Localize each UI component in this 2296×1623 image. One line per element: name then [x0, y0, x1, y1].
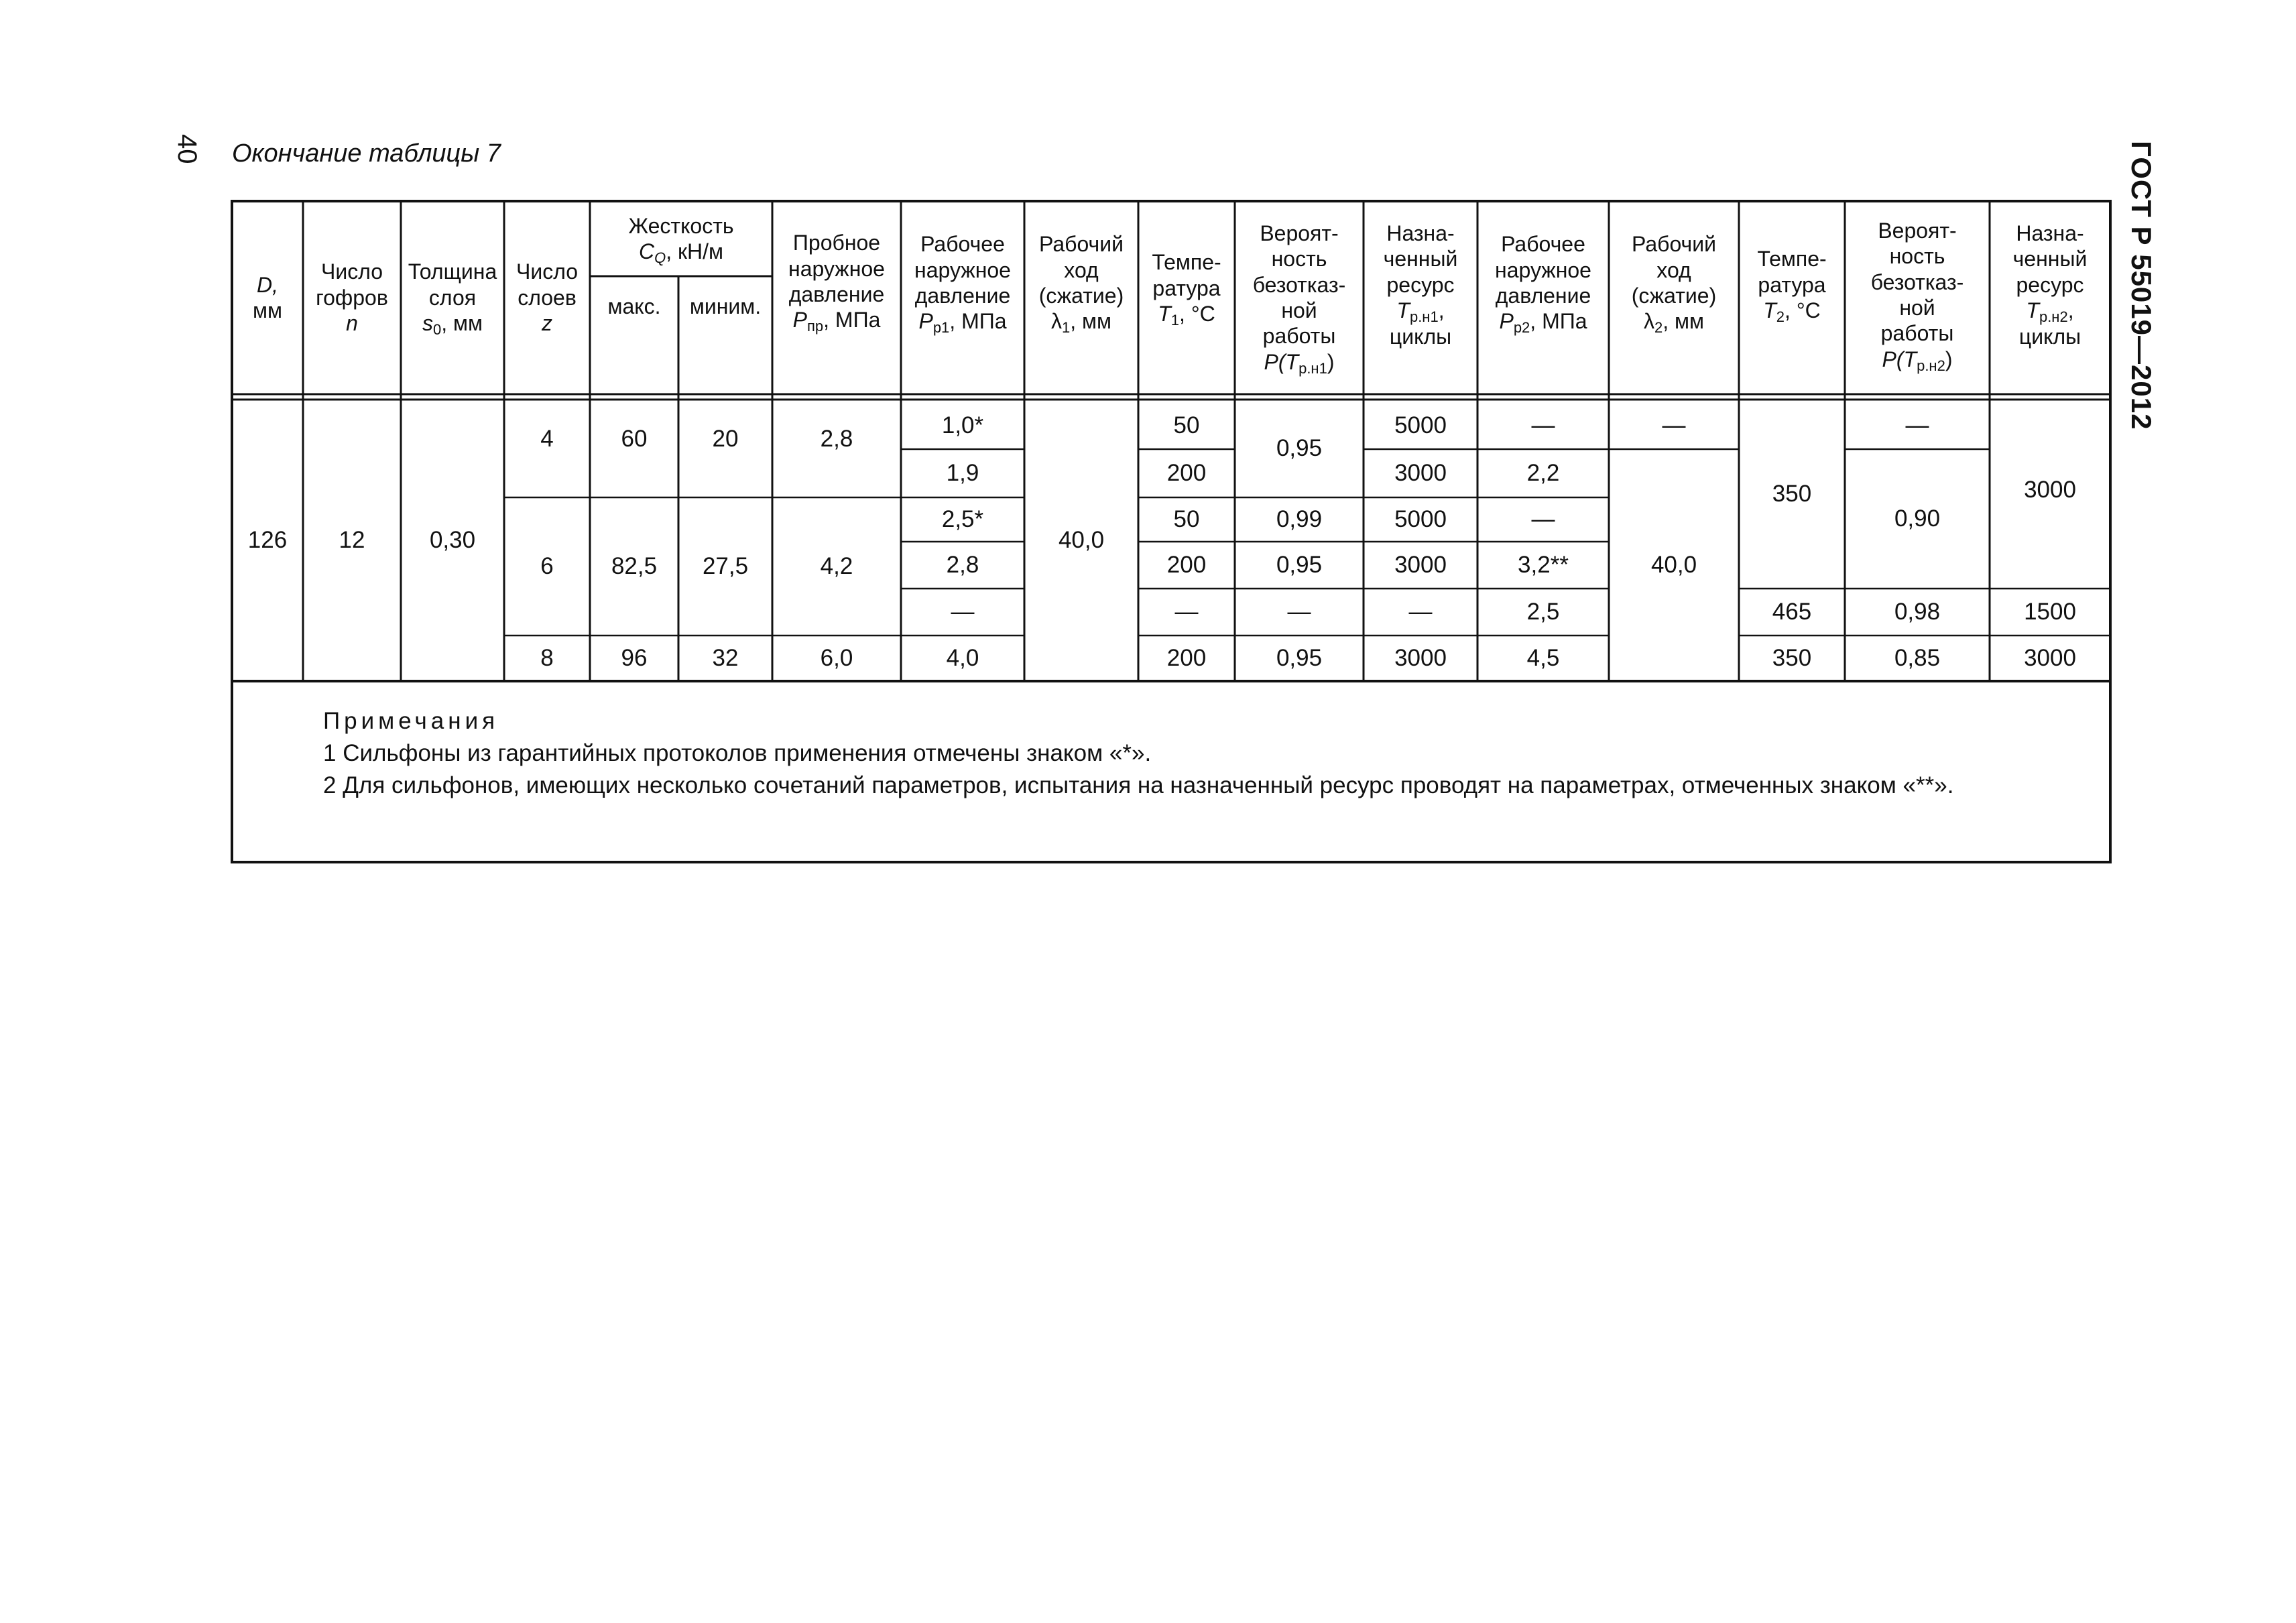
cell-probability-1: 0,99	[1276, 505, 1323, 532]
header-diameter: D, мм	[253, 272, 282, 322]
cell-stiffness-min: 20	[712, 425, 739, 452]
cell-work-pressure-1: 1,9	[946, 459, 979, 486]
cell-temperature-1: 50	[1173, 412, 1200, 438]
table-notes	[253, 705, 2063, 802]
cell-temperature-2: 465	[1772, 598, 1812, 625]
cell-thickness: 0,30	[429, 526, 476, 553]
header-stiffness: Жесткость $C_Q$, кН/м	[628, 213, 734, 266]
header-layers: Число слоев z	[516, 259, 579, 336]
cell-layers: 6	[540, 552, 554, 579]
cell-resource-1: —	[1408, 598, 1433, 625]
header-stroke-1: Рабочий ход (сжатие) $\lambda_1$, мм	[1038, 232, 1124, 337]
cell-work-pressure-1: —	[951, 598, 975, 625]
cell-stiffness-min: 27,5	[702, 552, 749, 579]
header-stiffness-min: миним.	[689, 294, 762, 318]
cell-diameter: 126	[247, 526, 288, 553]
cell-resource-1: 3000	[1394, 551, 1447, 578]
cell-probability-1: —	[1287, 598, 1311, 625]
standard-code: ГОСТ Р 55019—2012	[2126, 141, 2157, 430]
note-1: 1 Сильфоны из гарантийных протоколов применения отмечены знаком «*».	[323, 740, 1152, 766]
cell-resource-1: 5000	[1394, 412, 1447, 438]
cell-temperature-2: 350	[1772, 480, 1812, 507]
cell-resource-1: 3000	[1394, 459, 1447, 486]
cell-layers: 4	[540, 425, 554, 452]
cell-work-pressure-2: —	[1531, 412, 1555, 438]
header-resource-2: Назна- ченный ресурс $T_{р.н2}$, циклы	[2012, 221, 2088, 349]
cell-test-pressure: 6,0	[820, 644, 853, 671]
cell-temperature-1: 200	[1166, 551, 1207, 578]
cell-resource-1: 3000	[1394, 644, 1447, 671]
header-probability-2: Вероят- ность безотказ- ной работы $P(T_{р.н2})$	[1870, 218, 1964, 374]
cell-probability-2: 0,90	[1894, 505, 1941, 532]
table-caption: Окончание таблицы 7	[232, 139, 501, 168]
header-stroke-2: Рабочий ход (сжатие) $\lambda_2$, мм	[1631, 232, 1717, 337]
cell-resource-2: 3000	[2024, 644, 2076, 671]
notes-title: Примечания	[323, 708, 499, 734]
cell-probability-2: —	[1905, 412, 1929, 438]
cell-resource-2: 3000	[2024, 476, 2076, 503]
cell-probability-1: 0,95	[1276, 551, 1323, 578]
cell-stroke-1: 40,0	[1058, 526, 1105, 553]
cell-stiffness-max: 60	[621, 425, 648, 452]
cell-stiffness-max: 96	[621, 644, 648, 671]
header-corrugations: Число гофров n	[316, 259, 388, 336]
cell-stroke-2: 40,0	[1650, 551, 1697, 578]
cell-work-pressure-1: 2,5*	[941, 505, 984, 532]
cell-probability-1: 0,95	[1276, 434, 1323, 461]
header-work-pressure-2: Рабочее наружное давление $P_{р2}$, МПа	[1495, 232, 1591, 337]
cell-temperature-1: 200	[1166, 459, 1207, 486]
cell-temperature-1: 200	[1166, 644, 1207, 671]
note-2: 2 Для сильфонов, имеющих несколько сочетаний параметров, испытания на назначенный ресурс проводят на параметрах, отмеченных знаком «**».	[323, 772, 1954, 798]
header-layer-thickness: Толщина слоя $s_0$, мм	[408, 259, 497, 339]
cell-work-pressure-1: 4,0	[946, 644, 979, 671]
cell-probability-2: 0,98	[1894, 598, 1941, 625]
cell-work-pressure-2: 4,5	[1526, 644, 1560, 671]
header-probability-1: Вероят- ность безотказ- ной работы $P(T_{р.н1})$	[1252, 221, 1346, 377]
cell-work-pressure-2: —	[1531, 505, 1555, 532]
cell-temperature-2: 350	[1772, 644, 1812, 671]
cell-probability-2: 0,85	[1894, 644, 1941, 671]
cell-corrugations: 12	[339, 526, 365, 553]
page-number: 40	[172, 134, 202, 164]
cell-resource-1: 5000	[1394, 505, 1447, 532]
header-test-pressure: Пробное наружное давление $P_{пр}$, МПа	[788, 231, 885, 335]
cell-work-pressure-2: 3,2**	[1518, 551, 1569, 578]
cell-test-pressure: 4,2	[820, 552, 853, 579]
cell-work-pressure-2: 2,5	[1526, 598, 1560, 625]
cell-probability-1: 0,95	[1276, 644, 1323, 671]
cell-stroke-2: —	[1662, 412, 1686, 438]
cell-temperature-1: 50	[1173, 505, 1200, 532]
cell-stiffness-min: 32	[712, 644, 739, 671]
header-work-pressure-1: Рабочее наружное давление $P_{р1}$, МПа	[914, 232, 1011, 337]
cell-resource-2: 1500	[2024, 598, 2076, 625]
cell-layers: 8	[540, 644, 554, 671]
cell-work-pressure-1: 2,8	[946, 551, 979, 578]
header-resource-1: Назна- ченный ресурс $T_{р.н1}$, циклы	[1383, 221, 1458, 349]
cell-work-pressure-2: 2,2	[1526, 459, 1560, 486]
header-temperature-2: Темпе- ратура $T_2$, °С	[1757, 247, 1827, 326]
header-stiffness-max: макс.	[607, 294, 661, 318]
cell-work-pressure-1: 1,0*	[941, 412, 984, 438]
cell-test-pressure: 2,8	[820, 425, 853, 452]
header-temperature-1: Темпе- ратура $T_1$, °С	[1152, 250, 1221, 329]
cell-temperature-1: —	[1174, 598, 1199, 625]
cell-stiffness-max: 82,5	[611, 552, 658, 579]
